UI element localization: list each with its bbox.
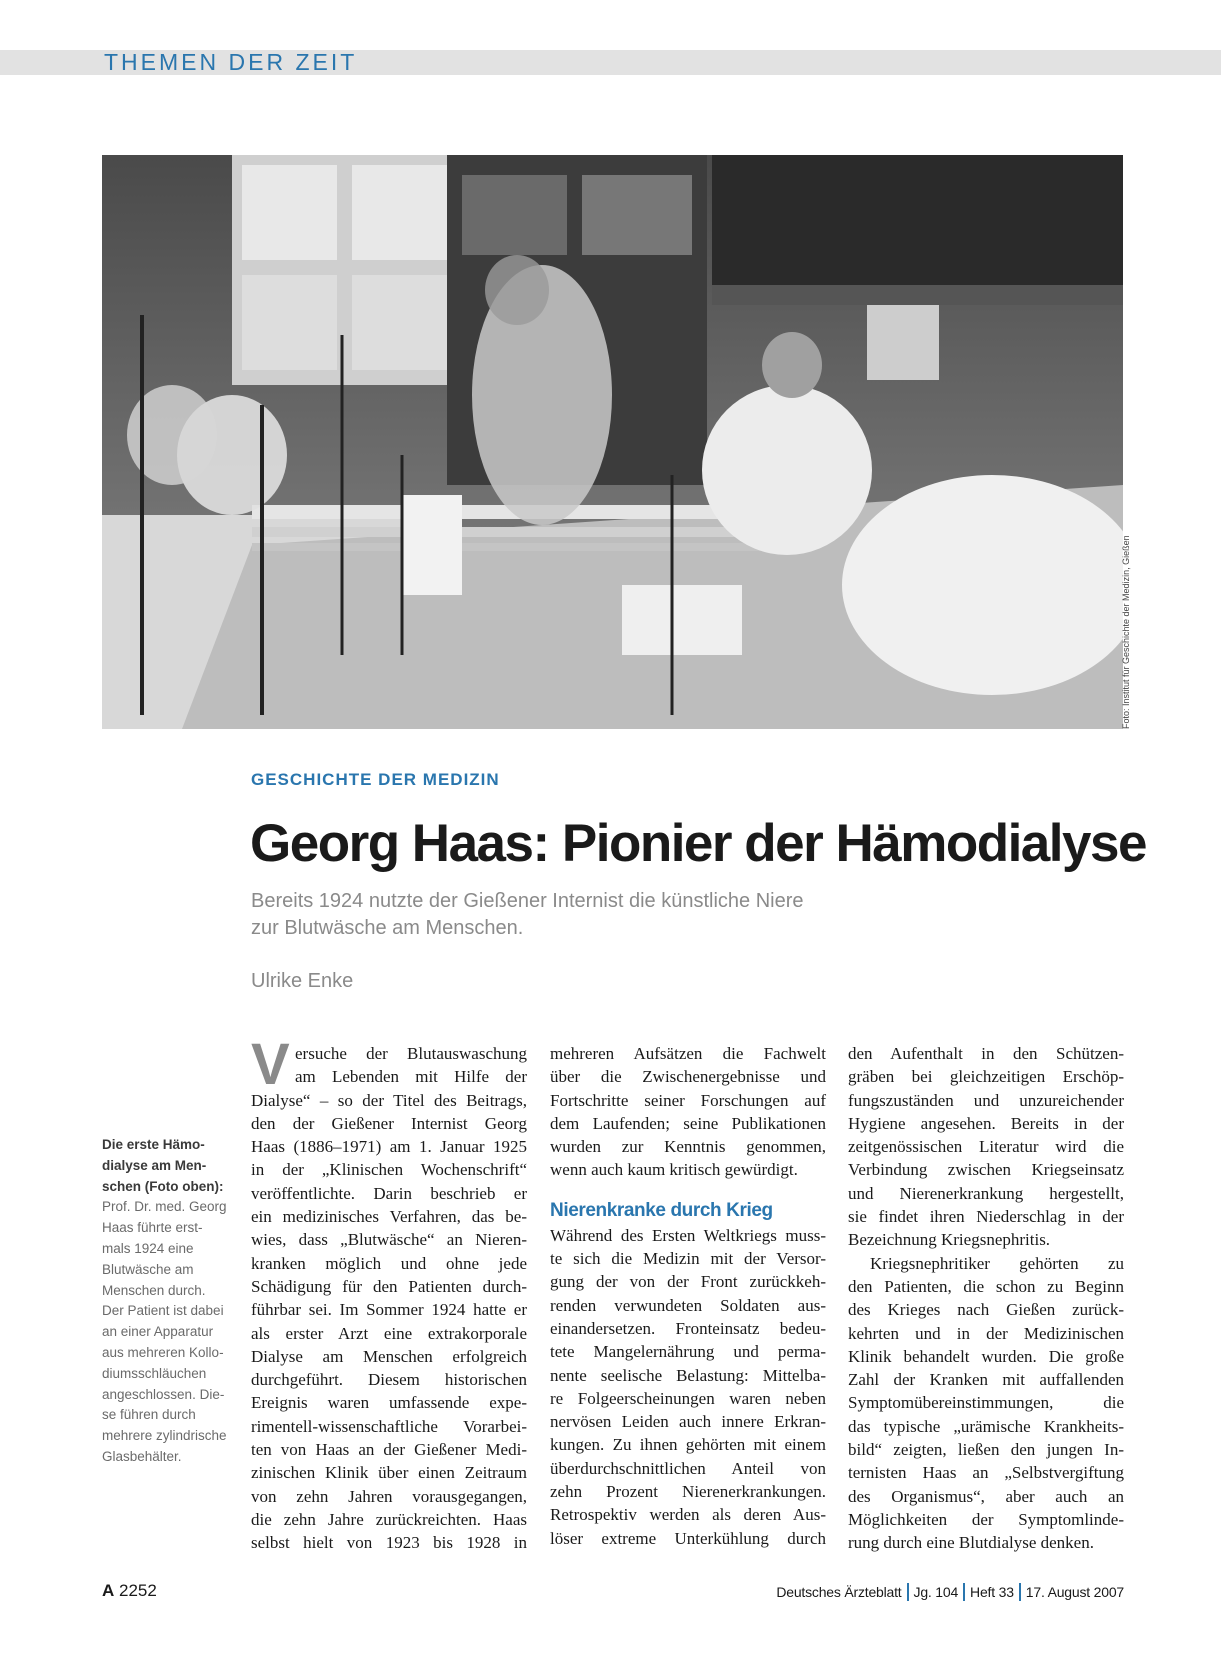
article-kicker: GESCHICHTE DER MEDIZIN <box>251 770 500 789</box>
caption-line: mals 1924 eine <box>102 1240 194 1256</box>
text-line: einandersetzen. Fronteinsatz bedeu- <box>550 1318 826 1338</box>
caption-line: Der Patient ist dabei <box>102 1303 224 1319</box>
text-line: kungen. Zu ihnen gehörten mit einem <box>550 1435 826 1455</box>
page-number-value: 2252 <box>119 1581 157 1600</box>
text-line: das typische „urämische Krankheits- <box>848 1416 1124 1436</box>
text-line: Möglichkeiten der Symptomlinde- <box>848 1509 1124 1529</box>
text-line: fungszuständen und unzureichender <box>848 1090 1124 1110</box>
text-line: wurden zur Kenntnis genommen, <box>550 1137 826 1157</box>
text-line: ersuche der Blutauswaschung <box>295 1044 527 1063</box>
text-line: gräben bei gleichzeitigen Erschöp- <box>848 1067 1124 1087</box>
text-line: den Aufenthalt in den Schützen- <box>848 1044 1124 1063</box>
subtitle-line: zur Blutwäsche am Menschen. <box>251 917 524 939</box>
column-3-paragraph <box>848 1252 1124 1555</box>
text-line: Dialyse“ – so der Titel des Beitrags, <box>251 1090 527 1110</box>
text-line: rung durch eine Blutdialyse denken. <box>848 1533 1094 1553</box>
text-line: als erster Arzt eine extrakorporale <box>251 1323 527 1343</box>
text-line: die zehn Jahre zurückreichten. Haas <box>251 1509 527 1529</box>
text-line: ein medizinisches Verfahren, das be- <box>251 1207 527 1227</box>
page-letter: A <box>102 1581 115 1600</box>
text-line: Klinik behandelt wurden. Die große <box>848 1346 1124 1366</box>
column-2-paragraph <box>550 1042 826 1182</box>
text-line: Bezeichnung Kriegsnephritis. <box>848 1230 1051 1250</box>
footer-separator <box>907 1583 909 1601</box>
article-title: Georg Haas: Pionier der Hämodialyse <box>250 814 1146 873</box>
text-line: Kriegsnephritiker gehörten zu <box>870 1253 1124 1273</box>
drop-cap: V <box>251 1032 290 1097</box>
photo-caption <box>102 1135 237 1468</box>
caption-line: Haas führte erst- <box>102 1220 203 1236</box>
text-line: veröffentlichte. Darin beschrieb er <box>251 1183 527 1203</box>
text-line: ten von Haas an der Gießener Medi- <box>251 1440 527 1460</box>
text-line: Schädigung für den Patienten durch- <box>251 1276 527 1296</box>
text-line: wenn auch kaum kritisch gewürdigt. <box>550 1160 798 1180</box>
text-line: Dialyse am Menschen erfolgreich <box>251 1346 527 1366</box>
text-line: tete Mangelernährung und perma- <box>550 1342 826 1362</box>
journal-name: Deutsches Ärzteblatt <box>776 1584 902 1600</box>
text-line: durchgeführt. Diesem historischen <box>251 1370 527 1390</box>
text-line: nervösen Leiden auch innere Erkran- <box>550 1412 826 1432</box>
text-line: Während des Ersten Weltkriegs muss- <box>550 1225 826 1245</box>
body-column-2 <box>550 1042 826 1550</box>
subtitle-line: Bereits 1924 nutzte der Gießener Internist die künstliche Niere <box>251 890 804 912</box>
text-line: zinischen Klinik über einen Zeitraum <box>251 1463 527 1483</box>
article-author: Ulrike Enke <box>251 970 354 992</box>
text-line: renden verwundeten Soldaten aus- <box>550 1295 826 1315</box>
text-line: des Organismus“, aber auch an <box>848 1486 1124 1506</box>
text-line: und Nierenerkrankung hergestellt, <box>848 1183 1124 1203</box>
caption-heading-line: dialyse am Men- <box>102 1157 207 1173</box>
historical-dialysis-photo <box>102 155 1123 729</box>
column-2-paragraph <box>550 1224 826 1550</box>
text-line: Zahl der Kranken mit auffallenden <box>848 1370 1124 1390</box>
caption-line: Blutwäsche am <box>102 1261 194 1277</box>
text-line: te sich die Medizin mit der Versor- <box>550 1249 826 1269</box>
text-line: rimentell-wissenschaftliche Vorarbei- <box>251 1416 527 1436</box>
text-line: Ereignis waren umfassende expe- <box>251 1393 527 1413</box>
photo-credit: Foto: Institut für Geschichte der Medizin, Gießen <box>1121 535 1131 729</box>
journal-volume: Jg. 104 <box>913 1584 959 1600</box>
text-line: dem Laufenden; seine Publikationen <box>550 1113 826 1133</box>
caption-line: an einer Apparatur <box>102 1324 214 1340</box>
caption-line: aus mehreren Kollo- <box>102 1344 224 1360</box>
text-line: selbst hielt von 1923 bis 1928 in <box>251 1533 527 1553</box>
footer-separator <box>1019 1583 1021 1601</box>
caption-line: se führen durch <box>102 1407 196 1423</box>
text-line: nente seelische Belastung: Mittelba- <box>550 1365 826 1385</box>
text-line: löser extreme Unterkühlung durch <box>550 1528 826 1548</box>
text-line: wies, dass „Blutwäsche“ an Nieren- <box>251 1230 527 1250</box>
page-number <box>102 1581 157 1601</box>
text-line: überdurchschnittlichen Anteil von <box>550 1458 826 1478</box>
text-line: re Folgeerscheinungen waren neben <box>550 1388 826 1408</box>
journal-date: 17. August 2007 <box>1025 1584 1124 1600</box>
article-subtitle <box>251 888 971 942</box>
text-line: Symptomübereinstimmungen, die <box>848 1393 1124 1413</box>
text-line: den Patienten, die schon zu Beginn <box>848 1276 1124 1296</box>
journal-issue: Heft 33 <box>970 1584 1014 1600</box>
caption-line: Prof. Dr. med. Georg <box>102 1199 227 1215</box>
caption-line: Menschen durch. <box>102 1282 206 1298</box>
text-line: des Krieges nach Gießen zurück- <box>848 1300 1124 1320</box>
text-line: kehrten und in der Medizinischen <box>848 1323 1124 1343</box>
text-line: in der „Klinischen Wochenschrift“ <box>251 1160 527 1180</box>
text-line: Hygiene angesehen. Bereits in der <box>848 1113 1124 1133</box>
text-line: ternisten Haas an „Selbstvergiftung <box>848 1463 1124 1483</box>
caption-line: diumsschläuchen <box>102 1365 207 1381</box>
text-line: am Lebenden mit Hilfe der <box>295 1067 527 1087</box>
text-line: zeitgenössischen Literatur wird die <box>848 1137 1124 1157</box>
text-line: von zehn Jahren vorausgegangen, <box>251 1486 527 1506</box>
text-line: kranken möglich und ohne jede <box>251 1253 527 1273</box>
text-line: gung der von der Front zurückkeh- <box>550 1272 826 1292</box>
body-column-1 <box>251 1032 527 1555</box>
subheading: Nierenkranke durch Krieg <box>550 1199 773 1221</box>
section-label: THEMEN DER ZEIT <box>104 49 358 75</box>
footer-separator <box>963 1583 965 1601</box>
text-line: bild“ zeigten, ließen den jungen In- <box>848 1440 1124 1460</box>
caption-line: mehrere zylindrische <box>102 1428 227 1444</box>
text-line: Retrospektiv werden als deren Aus- <box>550 1505 826 1525</box>
text-line: Verbindung zwischen Kriegseinsatz <box>848 1160 1124 1180</box>
text-line: über die Zwischenergebnisse und <box>550 1067 826 1087</box>
text-line: den der Gießener Internist Georg <box>251 1113 527 1133</box>
journal-footer <box>776 1583 1124 1601</box>
caption-heading-line: Die erste Hämo- <box>102 1137 205 1152</box>
caption-line: angeschlossen. Die- <box>102 1386 225 1402</box>
caption-line: Glasbehälter. <box>102 1448 182 1464</box>
column-3-paragraph <box>848 1042 1124 1252</box>
text-line: Haas (1886–1971) am 1. Januar 1925 <box>251 1137 527 1157</box>
text-line: zehn Prozent Nierenerkrankungen. <box>550 1482 826 1502</box>
body-column-3 <box>848 1042 1124 1555</box>
text-line: führbar sei. Im Sommer 1924 hatte er <box>251 1300 527 1320</box>
text-line: sie findet ihren Niederschlag in der <box>848 1207 1124 1227</box>
caption-heading-line: schen (Foto oben): <box>102 1178 224 1194</box>
text-line: mehreren Aufsätzen die Fachwelt <box>550 1044 826 1063</box>
text-line: Fortschritte seiner Forschungen auf <box>550 1090 826 1110</box>
